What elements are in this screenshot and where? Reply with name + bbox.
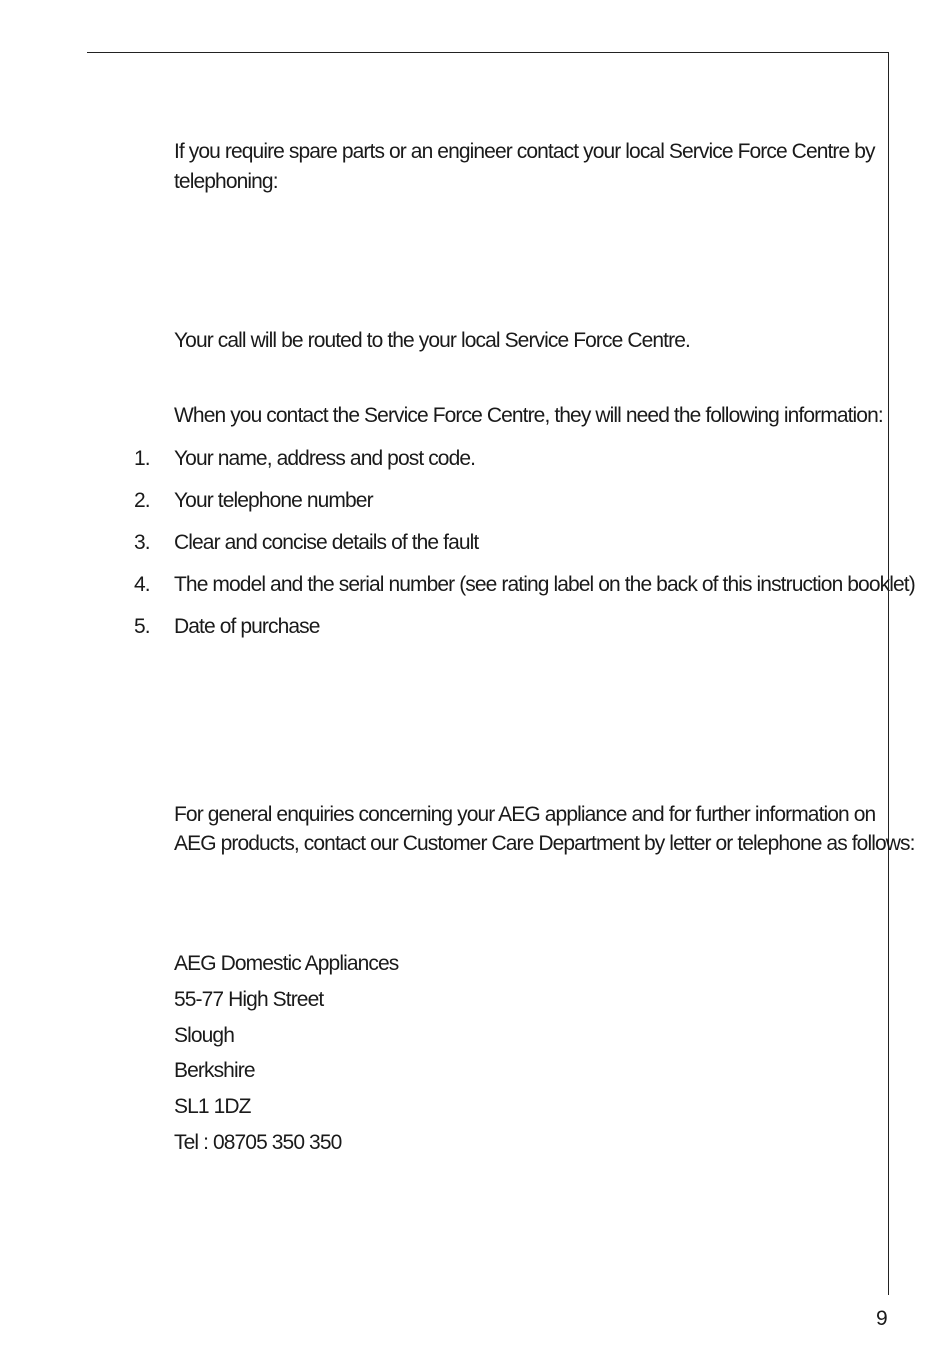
list-item-text: Date of purchase <box>174 615 320 638</box>
list-item-number: 4. <box>134 573 150 596</box>
enquiries-line-1: For general enquiries concerning your AEG appliance and for further information on <box>174 803 876 826</box>
list-item-number: 2. <box>134 489 150 512</box>
address-county: Berkshire <box>174 1059 255 1082</box>
address-street: 55-77 High Street <box>174 988 324 1011</box>
enquiries-line-2: AEG products, contact our Customer Care Department by letter or telephone as follows: <box>174 832 915 855</box>
intro-line-2: telephoning: <box>174 170 278 193</box>
list-item-number: 3. <box>134 531 150 554</box>
routing-note: Your call will be routed to the your local Service Force Centre. <box>174 329 690 352</box>
list-item-text: Your telephone number <box>174 489 373 512</box>
page-number: 9 <box>876 1307 888 1330</box>
address-postcode: SL1 1DZ <box>174 1095 251 1118</box>
list-item-text: The model and the serial number (see rating label on the back of this instruction booklet) <box>174 573 915 596</box>
list-item-text: Your name, address and post code. <box>174 447 476 470</box>
list-item-text: Clear and concise details of the fault <box>174 531 479 554</box>
info-intro: When you contact the Service Force Centre, they will need the following information: <box>174 404 883 427</box>
right-rule <box>888 52 889 1295</box>
list-item-number: 5. <box>134 615 150 638</box>
top-rule <box>87 52 889 53</box>
intro-line-1: If you require spare parts or an engineer contact your local Service Force Centre by <box>174 140 875 163</box>
address-telephone: Tel : 08705 350 350 <box>174 1131 342 1154</box>
address-company: AEG Domestic Appliances <box>174 952 399 975</box>
address-town: Slough <box>174 1024 234 1047</box>
list-item-number: 1. <box>134 447 150 470</box>
